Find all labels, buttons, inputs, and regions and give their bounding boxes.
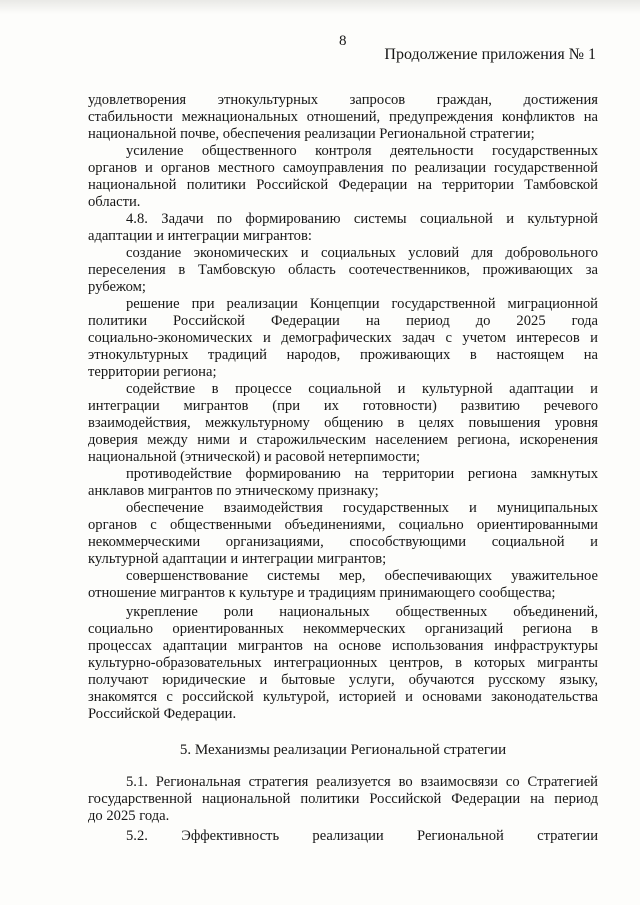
text-line: национальной почве, обеспечения реализации Региональной стратегии; bbox=[88, 126, 535, 142]
text-line: рубежом; bbox=[88, 279, 146, 295]
text-line: совершенствование системы мер, обеспечивающих уважительное bbox=[126, 568, 598, 584]
text-line: анклавов мигрантов по этническому признаку; bbox=[88, 483, 379, 499]
text-line: интеграции мигрантов (при их готовности) развитию речевого bbox=[88, 398, 598, 414]
text-line: до 2025 года. bbox=[88, 808, 170, 824]
text-line: взаимодействия, межкультурному общению в целях повышения уровня bbox=[88, 415, 598, 431]
text-line: социально ориентированных некоммерческих организаций региона в bbox=[88, 621, 598, 637]
text-line: национальной политики Российской Федерации на территории Тамбовской bbox=[88, 177, 598, 193]
text-line: противодействие формированию на территории региона замкнутых bbox=[126, 466, 598, 482]
text-line: государственной национальной политики Российской Федерации на период bbox=[88, 791, 598, 807]
text-line: национальной (этнической) и расовой нетерпимости; bbox=[88, 449, 421, 465]
text-line: этнокультурных традиций народов, проживающих в настоящем на bbox=[88, 347, 598, 363]
text-line: создание экономических и социальных условий для добровольного bbox=[126, 245, 598, 261]
text-line: знакомятся с российской культурой, историей и основами законодательства bbox=[88, 689, 598, 705]
text-line: обеспечение взаимодействия государственных и муниципальных bbox=[126, 500, 598, 516]
text-line: переселения в Тамбовскую область соотечественников, проживающих за bbox=[88, 262, 598, 278]
appendix-header: Продолжение приложения № 1 bbox=[384, 46, 596, 63]
text-line: процессах адаптации мигрантов на основе использования инфраструктуры bbox=[88, 638, 598, 654]
text-line: удовлетворения этнокультурных запросов граждан, достижения bbox=[88, 92, 598, 108]
text-line: стабильности межнациональных отношений, предупреждения конфликтов на bbox=[88, 109, 598, 125]
scan-edge bbox=[0, 0, 640, 14]
text-line: территории региона; bbox=[88, 364, 217, 380]
text-line: культурно-образовательных интеграционных центров, в которых мигранты bbox=[88, 655, 598, 671]
text-line: отношение мигрантов к культуре и традициям принимающего сообщества; bbox=[88, 585, 556, 601]
text-line: содействие в процессе социальной и культурной адаптации и bbox=[126, 381, 598, 397]
text-line: области. bbox=[88, 194, 141, 210]
page-number: 8 bbox=[339, 33, 347, 49]
text-line: адаптации и интеграции мигрантов: bbox=[88, 228, 312, 244]
text-line: укрепление роли национальных общественных объединений, bbox=[126, 604, 598, 620]
text-line: органов и органов местного самоуправления по реализации государственной bbox=[88, 160, 598, 176]
text-line: 5.2. Эффективность реализации Региональной стратегии bbox=[126, 828, 598, 844]
text-line: доверия между ними и старожильческим населением региона, искоренения bbox=[88, 432, 598, 448]
text-line: социально-экономических и демографических задач с учетом интересов и bbox=[88, 330, 598, 346]
text-line: культурной адаптации и интеграции мигрантов; bbox=[88, 551, 387, 567]
text-line: 4.8. Задачи по формированию системы социальной и культурной bbox=[126, 211, 598, 227]
text-line: решение при реализации Концепции государственной миграционной bbox=[126, 296, 598, 312]
section-heading: 5. Механизмы реализации Региональной стратегии bbox=[179, 742, 507, 758]
text-line: получают юридические и бытовые услуги, обучаются русскому языку, bbox=[88, 672, 598, 688]
text-line: 5.1. Региональная стратегия реализуется во взаимосвязи со Стратегией bbox=[126, 774, 598, 790]
text-line: Российской Федерации. bbox=[88, 706, 237, 722]
text-line: некоммерческими организациями, способствующими социальной и bbox=[88, 534, 598, 550]
text-line: органов с общественными объединениями, социально ориентированными bbox=[88, 517, 598, 533]
text-line: усиление общественного контроля деятельности государственных bbox=[126, 143, 598, 159]
text-line: политики Российской Федерации на период до 2025 года bbox=[88, 313, 598, 329]
